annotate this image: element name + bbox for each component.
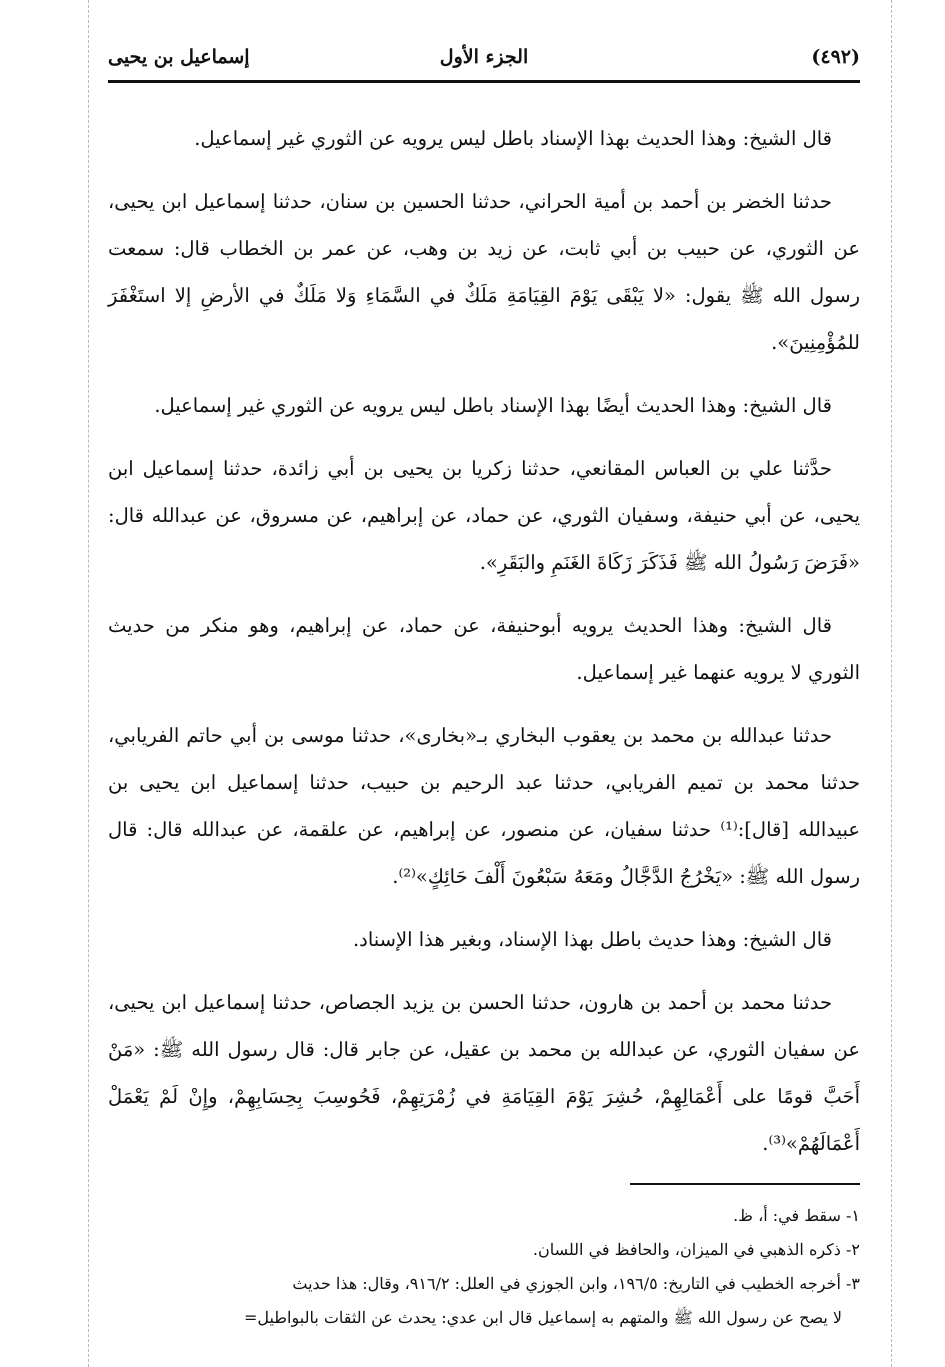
paragraph: قال الشيخ: وهذا حديث باطل بهذا الإسناد، وبغير هذا الإسناد. [352, 928, 832, 951]
paragraph: حدَّثنا علي بن العباس المقانعي، حدثنا زكريا بن يحيى بن أبي زائدة، حدثنا إسماعيل ابن يحيى، عن أبي حنيفة، وسفيان الثوري، عن حماد، عن إبراهيم، عن مسروق، عن عبدالله قال: «فَرَضَ رَسُولُ الله ﷺ فَذَكَرَ زَكَاةَ الغَنَمِ والبَقَرِ». [108, 457, 860, 574]
footnote-separator [630, 1183, 860, 1185]
book-page [108, 36, 860, 1336]
scan-fold-line-right [891, 0, 892, 1367]
paragraph: حدثنا عبدالله بن محمد بن يعقوب البخاري بـ«بخارى»، حدثنا موسى بن أبي حاتم الفريابي، حدثنا محمد بن تميم الفريابي، حدثنا عبد الرحيم بن حبيب، حدثنا إسماعيل ابن يحيى بن عبيدالله [قال]:⁽¹⁾ حدثنا سفيان، عن منصور، عن إبراهيم، عن علقمة، عن عبدالله قال: قال رسول الله ﷺ: «يَخْرُجُ الدَّجَّالُ ومَعَهُ سَبْعُونَ أَلْفَ حَائِكٍ»⁽²⁾. [108, 724, 860, 888]
running-head: إسماعيل بن يحيى [108, 46, 250, 68]
paragraph: حدثنا محمد بن أحمد بن هارون، حدثنا الحسن بن يزيد الجصاص، حدثنا إسماعيل ابن يحيى، عن سفيان الثوري، عن عبدالله بن محمد بن عقيل، عن جابر قال: قال رسول الله ﷺ: «مَنْ أَحَبَّ قومًا على أَعْمَالِهِمْ، حُشِرَ يَوْمَ القِيَامَةِ في زُمْرَتِهِمْ، فَحُوسِبَ بِحِسَابِهِمْ، وإِنْ لَمْ يَعْمَلْ أَعْمَالَهُمْ»⁽³⁾. [108, 991, 860, 1155]
paragraph: حدثنا الخضر بن أحمد بن أمية الحراني، حدثنا الحسين بن سنان، حدثنا إسماعيل ابن يحيى، عن الثوري، عن حبيب بن أبي ثابت، عن زيد بن وهب، عن عمر بن الخطاب قال: سمعت رسول الله ﷺ يقول: «لا يَبْقَى يَوْمَ القِيَامَةِ مَلَكٌ في السَّمَاءِ وَلا مَلَكٌ في الأرضِ إلا استَغْفَرَ للمُؤْمِنِينَ». [108, 190, 860, 354]
footnote: ٣- أخرجه الخطيب في التاريخ: ١٩٦/٥، وابن الجوزي في العلل: ٩١٦/٢، وقال: هذا حديث [292, 1274, 860, 1293]
scan-fold-line-left [88, 0, 89, 1367]
footnotes [108, 1201, 860, 1333]
volume-title: الجزء الأول [439, 46, 529, 68]
main-text [108, 115, 860, 1167]
page-number: (٤٩٢) [811, 46, 860, 68]
footnote: ١- سقط في: أ، ظ. [733, 1206, 860, 1225]
paragraph: قال الشيخ: وهذا الحديث أيضًا بهذا الإسناد باطل ليس يرويه عن الثوري غير إسماعيل. [154, 394, 832, 417]
paragraph: قال الشيخ: وهذا الحديث يرويه أبوحنيفة، عن حماد، عن إبراهيم، وهو منكر من حديث الثوري لا يرويه عنهما غير إسماعيل. [108, 614, 860, 684]
page-header [108, 36, 860, 83]
footnote-continuation: لا يصح عن رسول الله ﷺ والمتهم به إسماعيل قال ابن عدي: يحدث عن الثقات بالبواطيل= [243, 1308, 842, 1327]
paragraph: قال الشيخ: وهذا الحديث بهذا الإسناد باطل ليس يرويه عن الثوري غير إسماعيل. [194, 127, 832, 150]
footnote: ٢- ذكره الذهبي في الميزان، والحافظ في اللسان. [532, 1240, 860, 1259]
